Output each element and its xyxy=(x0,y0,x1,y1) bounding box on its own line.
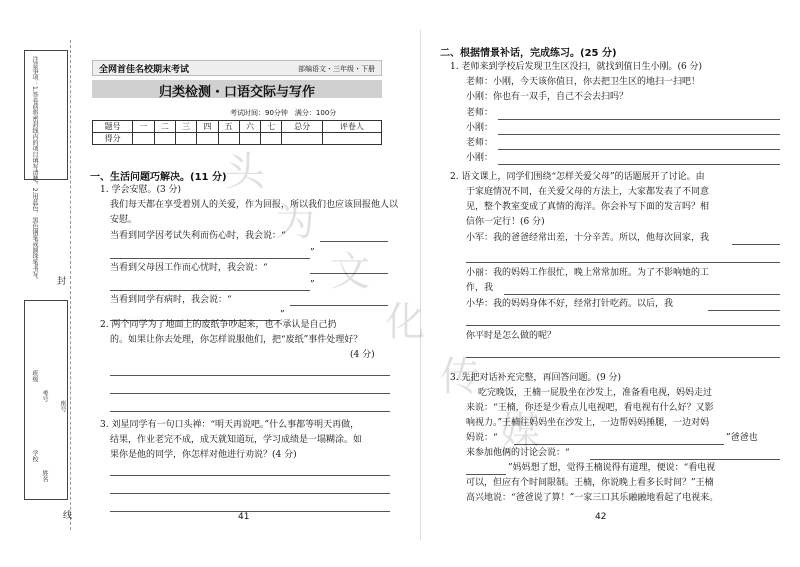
q3-line-3: 果你是他的同学，你怎样对他进行劝说？(4 分) xyxy=(110,450,297,460)
r2-xiaojun: 小军：我的爸爸经常出差，十分辛苦。所以，他每次回家，我 xyxy=(466,233,710,243)
seal-label: 封 xyxy=(55,276,65,285)
r1-teacher-label: 老师： xyxy=(466,108,494,118)
q2-score: (4 分) xyxy=(350,350,375,360)
q3-line-1: 3. 刘星同学有一句口头禅：“明天再说吧。”什么事都等明天再做， xyxy=(100,420,360,430)
cut-line xyxy=(70,40,71,530)
score-cell: 七 xyxy=(261,121,282,133)
quote-close: ” xyxy=(310,248,315,258)
score-input-cell[interactable] xyxy=(282,133,322,145)
score-cell: 总分 xyxy=(282,121,322,133)
section-2-heading: 二、根据情景补话，完成练习。(25 分) xyxy=(440,48,617,59)
r2-xiaoli-2: 作，我 xyxy=(466,283,494,293)
q1-title: 1. 学会安慰。(3 分) xyxy=(100,185,182,195)
r1-line-3: 小刚：你也有一双手，自己不会去扫吗？ xyxy=(466,92,629,102)
r2-line-4: 信你一定行！(6 分) xyxy=(466,217,545,227)
line-label: 线 xyxy=(61,510,71,519)
r1-teacher-label: 老师： xyxy=(466,138,494,148)
r2-xiaoli: 小丽：我的妈妈工作很忙，晚上常常加班。为了不影响她的工 xyxy=(466,268,710,278)
name-label: 姓名 xyxy=(41,470,48,482)
answer-line[interactable] xyxy=(110,290,310,291)
binding-margin xyxy=(0,40,74,530)
page-title: 归类检测・口语交际与写作 xyxy=(158,85,315,100)
q2-line-1: 2. 两个同学为了地面上的废纸争吵起来，也不承认是自己扔 xyxy=(100,320,337,330)
score-cell: 一 xyxy=(133,121,154,133)
answer-line[interactable] xyxy=(110,493,390,494)
r3-line-9: 高兴地说：“爸爸说了算！”一家三口其乐融融地看起了电视来。 xyxy=(466,493,719,503)
page-number: 42 xyxy=(595,512,607,522)
answer-line[interactable] xyxy=(110,475,390,476)
r3-line-2: 吃完晚饭，王楠一屁股坐在沙发上，准备看电视，妈妈走过 xyxy=(478,388,713,398)
answer-line[interactable] xyxy=(110,411,390,412)
answer-line[interactable] xyxy=(110,375,390,376)
watermark-char: 媒 xyxy=(500,409,540,455)
answer-line[interactable] xyxy=(732,244,780,245)
page-divider xyxy=(420,30,421,540)
answer-line[interactable] xyxy=(466,262,780,263)
answer-line[interactable] xyxy=(498,134,780,135)
answer-line[interactable] xyxy=(466,325,780,326)
section-1-heading: 一、生活问题巧解决。(11 分) xyxy=(90,172,227,183)
page-number: 41 xyxy=(238,512,250,522)
answer-line[interactable] xyxy=(290,305,388,306)
r1-gang-label: 小刚： xyxy=(466,153,494,163)
class-label: 班级 xyxy=(31,370,38,382)
series-name: 全网首佳名校期末考试 xyxy=(99,65,190,75)
seat-label: 座号 xyxy=(59,400,66,412)
r3-line-8: 可以，但应有个时间限制。王楠，你说晚上看多长时间？”王楠 xyxy=(466,478,714,488)
answer-line[interactable] xyxy=(498,164,780,165)
answer-line[interactable] xyxy=(110,511,390,512)
answer-line[interactable] xyxy=(110,258,310,259)
watermark-char: 传 xyxy=(440,354,480,400)
answer-line[interactable] xyxy=(590,459,780,460)
r3-line-7: ”妈妈想了想，觉得王楠说得有道理，便说：“看电视 xyxy=(508,463,716,473)
r1-line-2: 老师：小刚，今天该你值日，你去把卫生区的地扫一扫吧！ xyxy=(466,77,701,87)
r2-line-1: 2. 语文课上，同学们围绕“怎样关爱父母”的话题展开了讨论。由 xyxy=(450,172,705,182)
score-table-header-row xyxy=(93,121,382,133)
subject-tag: 部编语文・三年级・下册 xyxy=(298,65,375,73)
score-input-cell[interactable] xyxy=(154,133,175,145)
watermark-char: 为 xyxy=(275,199,315,245)
score-cell: 评卷人 xyxy=(322,121,381,133)
q1-prompt-a: 当看到同学因考试失利而伤心时，我会说：“ xyxy=(110,231,286,241)
q1-prompt-c: 当看到同学有病时，我会说：“ xyxy=(110,295,232,305)
score-cell: 六 xyxy=(239,121,260,133)
score-cell: 二 xyxy=(154,121,175,133)
title-bar xyxy=(92,80,382,98)
score-input-cell[interactable] xyxy=(175,133,196,145)
score-input-cell[interactable] xyxy=(322,133,381,145)
q1-prompt-b: 当看到父母因工作而心忧时，我会说：“ xyxy=(110,263,268,273)
score-cell: 三 xyxy=(175,121,196,133)
score-input-cell[interactable] xyxy=(197,133,218,145)
r3-line-3: 来说：“王楠，你还是少看点儿电视吧，看电视有什么好？又影 xyxy=(466,403,714,413)
q2-line-2: 的。如果让你去处理，你怎样说服他们，把“废纸”事件处理好？ xyxy=(110,335,363,345)
r2-line-2: 于家庭情况不同，在关爱父母的方法上，大家都发表了不同意 xyxy=(466,187,710,197)
answer-line[interactable] xyxy=(498,119,780,120)
r1-line-1: 1. 老师来到学校后发现卫生区没扫，就找到值日生小刚。(6 分) xyxy=(450,62,703,72)
score-input-cell[interactable] xyxy=(133,133,154,145)
notice-text: 注意事项：1.答卷前将密封线内的项目填写清楚。2.用蓝色、黑色钢笔或圆珠笔书写。 xyxy=(31,56,38,284)
header-strip xyxy=(92,60,382,76)
r3-line-5a: 妈说：“ xyxy=(466,433,498,443)
answer-line[interactable] xyxy=(466,474,506,475)
r2-line-3: 见，整个教室变成了真情的海洋。你会补写下面的发言吗？相 xyxy=(466,202,710,212)
r3-line-5b: ”爸爸也 xyxy=(726,433,758,443)
answer-line[interactable] xyxy=(708,310,780,311)
right-page xyxy=(430,0,795,567)
score-cell: 四 xyxy=(197,121,218,133)
r1-gang-label: 小刚： xyxy=(466,123,494,133)
r2-xiaohua: 小华：我的妈妈身体不好，经常打针吃药。以后，我 xyxy=(466,299,674,309)
answer-line[interactable] xyxy=(504,294,780,295)
answer-line[interactable] xyxy=(498,149,780,150)
q3-line-2: 结果，作业老完不成，成天就知道玩，学习成绩是一塌糊涂。如 xyxy=(110,435,363,445)
q1-intro-1: 我们每天都在享受着别人的关爱，作为回报，所以我们也应该回报他人以 xyxy=(110,200,399,210)
r3-line-4: 响视力。”王楠往妈妈坐在沙发上，一边帮妈妈捶腿，一边对妈 xyxy=(466,418,710,428)
score-cell: 题号 xyxy=(93,121,133,133)
answer-line[interactable] xyxy=(514,444,724,445)
watermark-char: 化 xyxy=(385,299,425,345)
quote-close: ” xyxy=(310,280,315,290)
q1-intro-2: 安慰。 xyxy=(110,215,138,225)
answer-line[interactable] xyxy=(110,393,390,394)
exam-meta: 考试时间：90分钟 满分：100分 xyxy=(230,109,337,117)
r3-line-1: 3. 先把对话补充完整，再回答问题。(9 分) xyxy=(450,373,622,383)
score-cell: 五 xyxy=(218,121,239,133)
exam-no-label: 考号 xyxy=(41,390,48,402)
score-cell: 得分 xyxy=(93,133,133,145)
r3-line-6: 来参加他俩的讨论会说：“ xyxy=(466,448,570,458)
watermark-char: 头 xyxy=(225,149,265,195)
answer-line[interactable] xyxy=(466,357,780,358)
school-label: 学校 xyxy=(31,450,38,462)
quote-close: ” xyxy=(280,310,285,320)
watermark-char: 文 xyxy=(330,249,370,295)
r2-question: 你平时是怎么做的呢？ xyxy=(466,331,557,341)
